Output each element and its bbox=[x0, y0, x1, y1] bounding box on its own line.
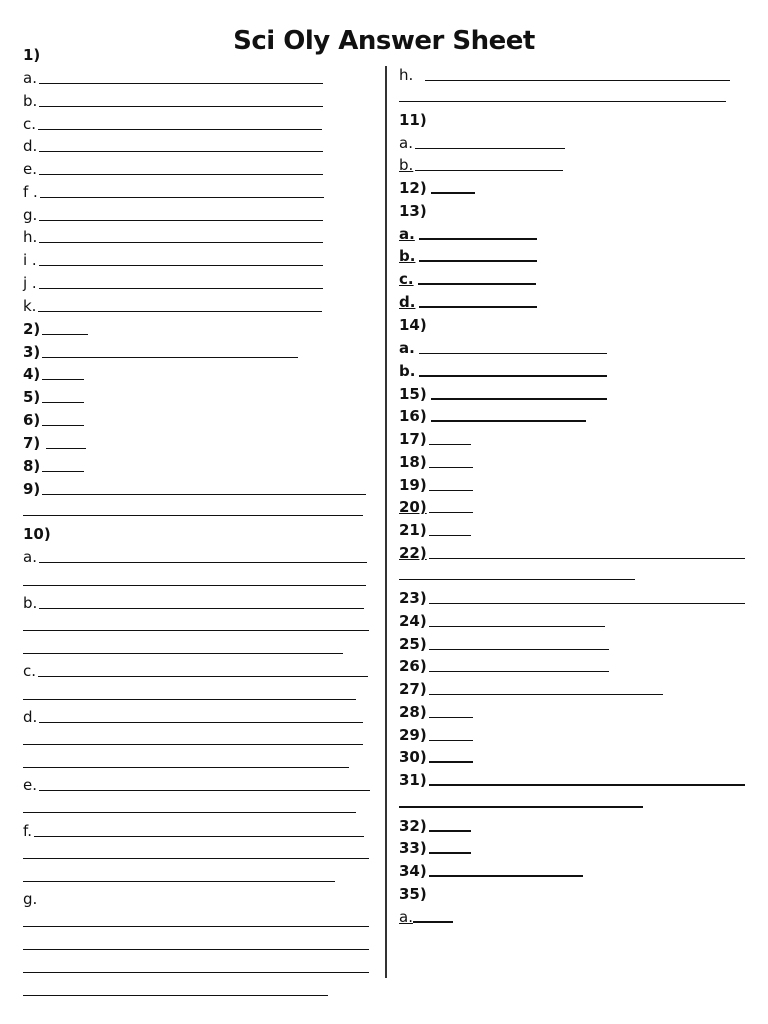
answer-line[interactable] bbox=[39, 242, 323, 243]
answer-line[interactable] bbox=[431, 398, 607, 400]
answer-line[interactable] bbox=[39, 562, 367, 563]
question-14: 14) bbox=[399, 316, 427, 334]
answer-line[interactable] bbox=[415, 148, 565, 149]
question-1 bbox=[23, 42, 40, 64]
q1-part-b: b. bbox=[23, 88, 323, 110]
answer-line[interactable] bbox=[419, 353, 607, 354]
answer-line[interactable] bbox=[429, 444, 471, 445]
question-8: 8) bbox=[23, 453, 84, 475]
question-30: 30) bbox=[399, 744, 473, 766]
answer-line[interactable] bbox=[399, 806, 643, 808]
answer-line[interactable] bbox=[42, 402, 84, 403]
answer-line[interactable] bbox=[42, 494, 366, 495]
question-23: 23) bbox=[399, 585, 745, 607]
question-label: 1) bbox=[23, 46, 41, 64]
question-21: 21) bbox=[399, 517, 471, 539]
q35-part-a: a. bbox=[399, 904, 453, 926]
answer-line[interactable] bbox=[39, 790, 370, 791]
answer-line[interactable] bbox=[419, 260, 537, 262]
answer-line[interactable] bbox=[23, 767, 349, 768]
answer-line[interactable] bbox=[429, 649, 609, 650]
answer-line[interactable] bbox=[415, 170, 563, 171]
answer-line[interactable] bbox=[418, 283, 536, 285]
answer-line[interactable] bbox=[42, 334, 88, 335]
q10-part-f: f. bbox=[23, 818, 364, 840]
question-31: 31) bbox=[399, 767, 745, 789]
answer-line[interactable] bbox=[39, 106, 323, 107]
answer-line[interactable] bbox=[429, 626, 605, 627]
q1-part-k: k. bbox=[23, 293, 322, 315]
q14-part-b: b. bbox=[399, 358, 607, 380]
question-16: 16) bbox=[399, 403, 586, 425]
answer-line[interactable] bbox=[429, 784, 745, 786]
answer-line[interactable] bbox=[23, 585, 366, 586]
question-10: 10) bbox=[23, 525, 51, 543]
answer-line[interactable] bbox=[23, 744, 363, 745]
answer-line[interactable] bbox=[23, 881, 335, 882]
question-4: 4) bbox=[23, 361, 84, 383]
answer-line[interactable] bbox=[23, 630, 369, 631]
question-11: 11) bbox=[399, 111, 427, 129]
answer-line[interactable] bbox=[38, 676, 368, 677]
answer-line[interactable] bbox=[429, 694, 663, 695]
answer-line[interactable] bbox=[42, 357, 298, 358]
answer-line[interactable] bbox=[42, 425, 84, 426]
answer-line[interactable] bbox=[23, 858, 369, 859]
question-29: 29) bbox=[399, 722, 473, 744]
q1-part-c: c. bbox=[23, 111, 322, 133]
answer-line[interactable] bbox=[429, 467, 473, 468]
question-33: 33) bbox=[399, 835, 471, 857]
answer-line[interactable] bbox=[23, 972, 369, 973]
q11-part-a: a. bbox=[399, 130, 565, 152]
question-13: 13) bbox=[399, 202, 427, 220]
question-19: 19) bbox=[399, 472, 473, 494]
answer-line[interactable] bbox=[429, 535, 471, 536]
answer-line[interactable] bbox=[429, 875, 583, 877]
q10-part-g: g. bbox=[23, 890, 38, 908]
question-18: 18) bbox=[399, 449, 473, 471]
answer-line[interactable] bbox=[431, 192, 475, 194]
question-7: 7) bbox=[23, 430, 86, 452]
q1-part-g: g. bbox=[23, 202, 323, 224]
question-27: 27) bbox=[399, 676, 663, 698]
answer-line[interactable] bbox=[42, 379, 84, 380]
question-34: 34) bbox=[399, 858, 583, 880]
q1-part-f: f . bbox=[23, 179, 324, 201]
q1-part-j: j . bbox=[23, 270, 323, 292]
question-15: 15) bbox=[399, 381, 607, 403]
answer-line[interactable] bbox=[419, 306, 537, 308]
answer-line[interactable] bbox=[39, 174, 323, 175]
question-3: 3) bbox=[23, 339, 298, 361]
q10-part-c: c. bbox=[23, 658, 368, 680]
answer-line[interactable] bbox=[429, 761, 473, 763]
answer-line[interactable] bbox=[23, 949, 369, 950]
answer-line[interactable] bbox=[39, 722, 363, 723]
q13-part-b: b. bbox=[399, 243, 537, 265]
question-22: 22) bbox=[399, 540, 745, 562]
answer-line[interactable] bbox=[23, 515, 363, 516]
q13-part-a: a. bbox=[399, 221, 537, 243]
answer-line[interactable] bbox=[429, 671, 609, 672]
answer-line[interactable] bbox=[429, 717, 473, 718]
answer-line[interactable] bbox=[23, 653, 343, 654]
q1-part-h: h. bbox=[23, 224, 323, 246]
answer-line[interactable] bbox=[429, 740, 473, 741]
q10-part-e: e. bbox=[23, 772, 370, 794]
page-title: Sci Oly Answer Sheet bbox=[233, 26, 535, 56]
answer-line[interactable] bbox=[46, 448, 86, 449]
question-6: 6) bbox=[23, 407, 84, 429]
question-24: 24) bbox=[399, 608, 605, 630]
answer-line[interactable] bbox=[399, 579, 635, 580]
question-12: 12) bbox=[399, 175, 475, 197]
answer-line[interactable] bbox=[23, 812, 356, 813]
answer-line[interactable] bbox=[34, 836, 364, 837]
q13-part-c: c. bbox=[399, 266, 536, 288]
answer-line[interactable] bbox=[38, 129, 322, 130]
question-17: 17) bbox=[399, 426, 471, 448]
answer-line[interactable] bbox=[39, 151, 323, 152]
question-25: 25) bbox=[399, 631, 609, 653]
question-5: 5) bbox=[23, 384, 84, 406]
question-2: 2) bbox=[23, 316, 88, 338]
answer-line[interactable] bbox=[23, 699, 356, 700]
q13-part-d: d. bbox=[399, 289, 537, 311]
answer-line[interactable] bbox=[42, 471, 84, 472]
answer-line[interactable] bbox=[419, 375, 607, 377]
answer-line[interactable] bbox=[39, 288, 323, 289]
column-divider bbox=[385, 66, 387, 978]
q1-part-e: e. bbox=[23, 156, 323, 178]
question-32: 32) bbox=[399, 813, 471, 835]
answer-line[interactable] bbox=[429, 512, 473, 513]
answer-line[interactable] bbox=[23, 926, 369, 927]
answer-line[interactable] bbox=[40, 197, 324, 198]
question-20: 20) bbox=[399, 494, 473, 516]
q10-part-a: a. bbox=[23, 544, 367, 566]
answer-line[interactable] bbox=[413, 921, 453, 923]
answer-line[interactable] bbox=[39, 220, 323, 221]
question-9: 9) bbox=[23, 476, 366, 498]
answer-line[interactable] bbox=[431, 420, 586, 422]
q11-part-b: b. bbox=[399, 152, 563, 174]
answer-line[interactable] bbox=[23, 995, 328, 996]
q1-part-d: d. bbox=[23, 133, 323, 155]
answer-line[interactable] bbox=[429, 603, 745, 604]
answer-line[interactable] bbox=[429, 830, 471, 832]
q1-part-a: a. bbox=[23, 65, 323, 87]
q14-part-a: a. bbox=[399, 335, 607, 357]
answer-line[interactable] bbox=[429, 852, 471, 854]
question-35: 35) bbox=[399, 885, 427, 903]
answer-line[interactable] bbox=[399, 101, 726, 102]
answer-line[interactable] bbox=[39, 83, 323, 84]
answer-line[interactable] bbox=[429, 490, 473, 491]
q1-part-h-continued: h. bbox=[399, 62, 730, 84]
answer-line[interactable] bbox=[419, 238, 537, 240]
question-28: 28) bbox=[399, 699, 473, 721]
answer-line[interactable] bbox=[429, 558, 745, 559]
answer-line[interactable] bbox=[39, 608, 364, 609]
question-26: 26) bbox=[399, 653, 609, 675]
q10-part-d: d. bbox=[23, 704, 363, 726]
answer-line[interactable] bbox=[39, 265, 323, 266]
q1-part-i: i . bbox=[23, 247, 323, 269]
answer-line[interactable] bbox=[38, 311, 322, 312]
answer-line[interactable] bbox=[425, 80, 730, 81]
q10-part-b: b. bbox=[23, 590, 364, 612]
